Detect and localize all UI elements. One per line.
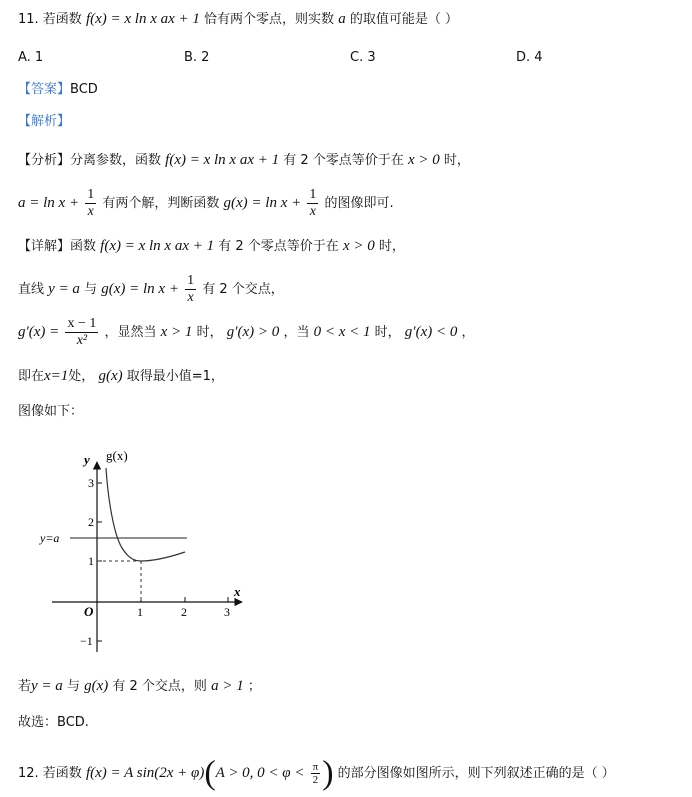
fraction-derivative: $\frac{x - 1}{\text{x²}}$ [67,316,97,348]
option-a: A. 1 [18,50,44,65]
q12-stem: 12. 若函数 f(x) = A sin(2x + φ)(A > 0, 0 < φ < $\frac{\pi}{2}$ ) 的部分图像如图所示，则下列叙述正确的是（ ） [18,754,615,792]
detail-line-4: 即在x=1处， g(x) 取得最小值=1， [18,368,224,384]
y-tick-1: 1 [88,554,94,568]
answer-line [18,80,98,100]
x-tick-1: 1 [137,605,143,619]
option-c: C. 3 [350,50,376,65]
analysis-tag: 【解析】 [18,114,71,129]
y-tick-2: 2 [88,515,94,529]
detail-line-2: 直线 y = a 与 g(x) = ln x + $\frac{1}{x}$ 有 2 个交点， [18,273,284,305]
option-d: D. 4 [516,50,543,65]
line-label: y=a [40,531,60,545]
analysis-line-1: 【分析】分离参数，函数 f(x) = x ln x ax + 1 有 2 个零点等价于在 x > 0 时， [18,152,470,168]
y-tick-neg1: −1 [80,634,93,648]
origin-label: O [84,604,94,619]
detail-line-6: 若y = a 与 g(x) 有 2 个交点，则 a > 1 ； [18,678,261,694]
x-tick-2: 2 [181,605,187,619]
y-axis-label: y [84,452,90,467]
q11-formula: f(x) = x ln x ax + 1 [85,11,200,27]
answer-text: BCD [70,82,98,97]
curve-g [106,468,185,561]
y-tick-3: 3 [88,476,94,490]
answer-tag: 【答案】 [18,82,71,97]
q11-stem: 11. 若函数 f(x) = x ln x ax + 1 恰有两个零点，则实数 a 的取值可能是（ ） [18,11,458,27]
fraction-1-over-x: $\frac{1}{x}$ [87,187,95,219]
detail-line-7: 故选：BCD. [18,715,89,730]
x-axis-label: x [234,584,241,599]
function-graph [30,440,260,655]
x-tick-3: 3 [224,605,230,619]
fraction-pi-over-2: $\frac{\pi}{2}$ [312,761,319,786]
option-b: B. 2 [184,50,210,65]
curve-label: g(x) [106,448,128,463]
detail-line-1: 【详解】函数 f(x) = x ln x ax + 1 有 2 个零点等价于在 x > 0 时， [18,238,405,254]
detail-line-3: g′(x) = $\frac{x - 1}{\text{x²}}$ ，显然当 x > 1 时， g′(x) > 0 ，当 0 < x < 1 时， g′(x) < 0 ， [18,316,475,348]
detail-line-5: 图像如下： [18,404,84,419]
analysis-line-2: a = ln x + $\frac{1}{x}$ 有两个解，判断函数 g(x) = ln x + $\frac{1}{x}$ 的图像即可. [18,187,394,219]
